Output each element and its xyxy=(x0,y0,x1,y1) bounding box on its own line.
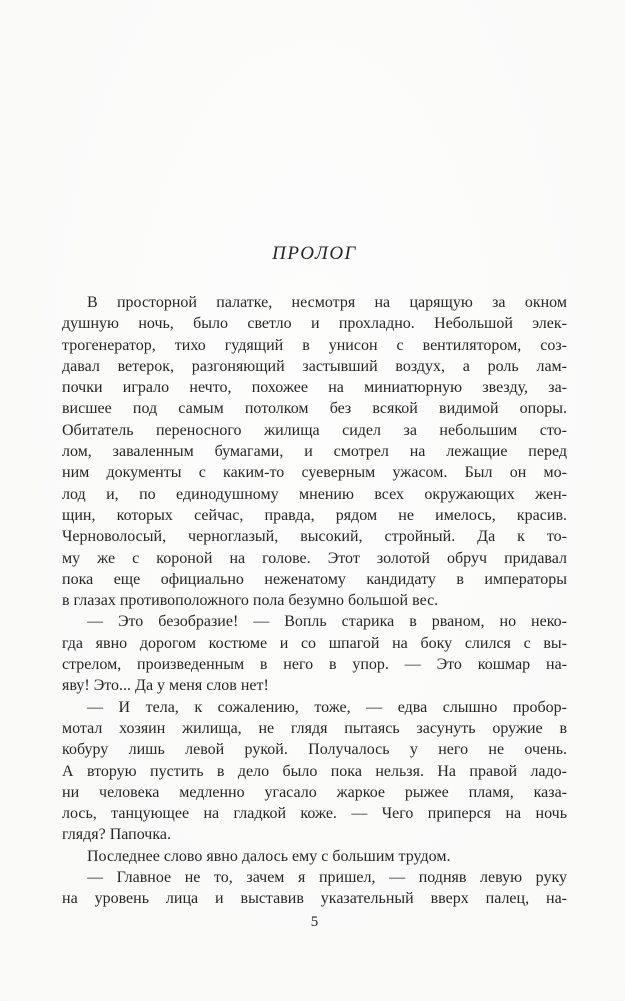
paragraph xyxy=(62,697,567,846)
text-line: пока еще официально неженатому кандидату в императоры xyxy=(62,570,567,588)
text-line: ни человека медленно угасало жаркое рыжее пламя, каза- xyxy=(62,783,567,801)
text-line: душную ночь, было светло и прохладно. Небольшой элек- xyxy=(62,315,567,333)
paragraph xyxy=(62,846,567,867)
chapter-title: ПРОЛОГ xyxy=(272,243,357,264)
text-line: Последнее слово явно далось ему с большим трудом. xyxy=(87,847,451,865)
text-line: щин, которых сейчас, правда, рядом не имелось, красив. xyxy=(62,506,567,524)
text-line: — Это безобразие! — Вопль старика в рваном, но неко- xyxy=(87,613,567,631)
text-line: лось, танцующее на гладкой коже. — Чего приперся на ночь xyxy=(62,805,567,823)
text-line: му же с короной на голове. Этот золотой обруч придавал xyxy=(62,549,567,567)
text-line: висшее под самым потолком без всякой видимой опоры. xyxy=(62,400,567,418)
text-line: лод и, по единодушному мнению всех окружающих жен- xyxy=(62,485,567,503)
text-line: давал ветерок, разгоняющий застывший воздух, а роль лам- xyxy=(62,357,567,375)
text-line: Черноволосый, черноглазый, высокий, стройный. Да к то- xyxy=(62,528,567,546)
text-line: Обитатель переносного жилища сидел за небольшим сто- xyxy=(62,421,567,439)
text-line: в глазах противоположного пола безумно большой вес. xyxy=(62,592,439,610)
text-block xyxy=(62,292,567,910)
text-line: — Главное не то, зачем я пришел, — подняв левую руку xyxy=(87,869,567,887)
page-number: 5 xyxy=(310,914,319,930)
text-line: мотал хозяин жилища, не глядя пытаясь засунуть оружие в xyxy=(62,719,567,737)
paragraph xyxy=(62,611,567,696)
text-line: трогенератор, тихо гудящий в унисон с вентилятором, соз- xyxy=(62,336,567,354)
text-line: глядя? Папочка. xyxy=(62,826,171,844)
text-line: почки играло нечто, похожее на миниатюрную звезду, за- xyxy=(62,379,567,397)
paragraph xyxy=(62,292,567,611)
text-line: гда явно дорогом костюме и со шпагой на боку слился с вы- xyxy=(62,634,567,652)
paragraph xyxy=(62,867,567,910)
text-line: — И тела, к сожалению, тоже, — едва слышно пробор- xyxy=(87,698,567,716)
text-line: на уровень лица и выставив указательный вверх палец, на- xyxy=(62,890,567,908)
text-line: яву! Это... Да у меня слов нет! xyxy=(62,677,269,695)
text-line: ним документы с каким-то суеверным ужасом. Был он мо- xyxy=(62,464,567,482)
text-line: стрелом, произведенным в него в упор. — Это кошмар на- xyxy=(62,656,567,674)
text-line: В просторной палатке, несмотря на царящую за окном xyxy=(87,294,567,311)
text-line: лом, заваленным бумагами, и смотрел на лежащие перед xyxy=(62,443,567,461)
text-line: кобуру лишь левой рукой. Получалось у него не очень. xyxy=(62,741,567,759)
text-line: А вторую пустить в дело было пока нельзя. На правой ладо- xyxy=(62,762,567,780)
